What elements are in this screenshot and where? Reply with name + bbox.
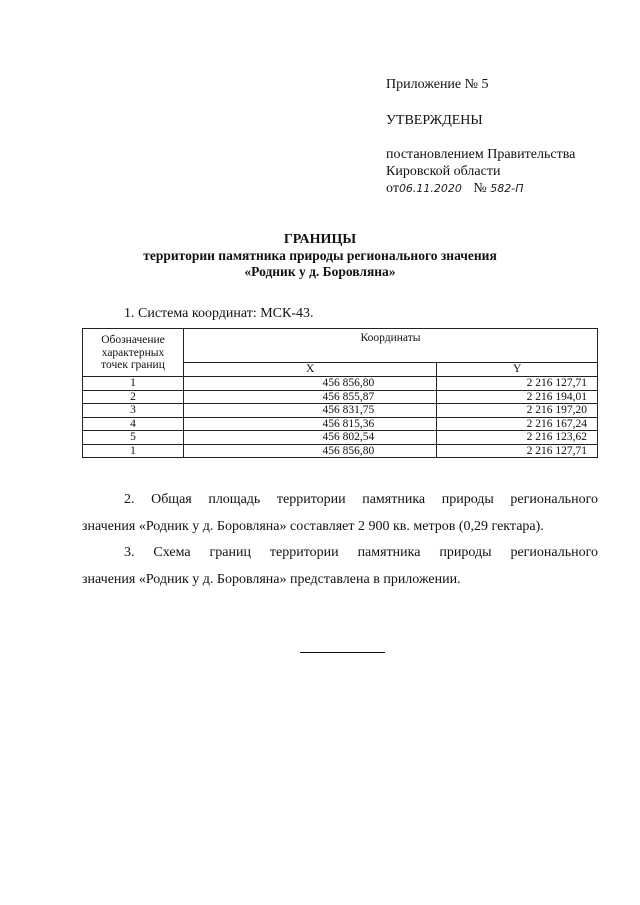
section-2-line-1 [124, 491, 598, 509]
date-prefix: от [386, 181, 399, 196]
decree-date-line [386, 180, 524, 198]
word: памятника [357, 545, 421, 560]
header-x: X [184, 363, 437, 377]
coord-y: 2 216 127,71 [437, 377, 598, 391]
section-3-line-2: значения «Родник у д. Боровляна» представлена в приложении. [82, 572, 461, 587]
word: 2. [124, 492, 135, 507]
coord-x: 456 856,80 [184, 444, 437, 458]
coord-y: 2 216 197,20 [437, 404, 598, 418]
coord-y: 2 216 123,62 [437, 431, 598, 445]
table-row [83, 377, 598, 391]
word: регионального [510, 492, 598, 507]
word: территории [269, 545, 339, 560]
word: Схема [153, 545, 191, 560]
coord-x: 456 856,80 [184, 377, 437, 391]
word: природы [439, 545, 492, 560]
handwritten-date: 06.11.2020 [398, 182, 462, 195]
coord-x: 456 815,36 [184, 417, 437, 431]
number-prefix: № [473, 181, 487, 196]
coord-y: 2 216 127,71 [437, 444, 598, 458]
coord-x: 456 831,75 [184, 404, 437, 418]
decree-line-2: Кировской области [386, 164, 501, 179]
point-id: 1 [83, 377, 184, 391]
coordinates-table [82, 328, 598, 458]
header-designation-line: Обозначение [101, 334, 165, 347]
word: Общая [151, 492, 192, 507]
table-row [83, 444, 598, 458]
document-subtitle-name: «Родник у д. Боровляна» [244, 264, 396, 279]
coord-y: 2 216 194,01 [437, 390, 598, 404]
point-id: 3 [83, 404, 184, 418]
word: 3. [124, 545, 135, 560]
document-subtitle: территории памятника природы регионального значения [143, 248, 497, 263]
section-2-line-2: значения «Родник у д. Боровляна» составляет 2 900 кв. метров (0,29 гектара). [82, 519, 544, 534]
approved-label: УТВЕРЖДЕНЫ [386, 113, 483, 128]
coord-x: 456 855,87 [184, 390, 437, 404]
word: регионального [510, 545, 598, 560]
decree-line-1: постановлением Правительства [386, 147, 576, 162]
handwritten-number: 582-П [490, 182, 524, 195]
header-coordinates: Координаты [184, 329, 598, 363]
table-row [83, 417, 598, 431]
word: памятника [362, 492, 426, 507]
header-y: Y [437, 363, 598, 377]
table-row [83, 390, 598, 404]
header-designation-line: точек границ [101, 359, 165, 372]
header-designation-line: характерных [101, 346, 165, 359]
appendix-label: Приложение № 5 [386, 77, 489, 92]
document-title: ГРАНИЦЫ [283, 232, 357, 247]
section-1-coordinate-system: 1. Система координат: МСК-43. [124, 306, 314, 321]
point-id: 5 [83, 431, 184, 445]
point-id: 4 [83, 417, 184, 431]
word: природы [441, 492, 494, 507]
closing-rule [300, 652, 385, 653]
header-designation [83, 329, 184, 377]
point-id: 2 [83, 390, 184, 404]
word: площадь [208, 492, 261, 507]
table-row [83, 404, 598, 418]
coord-y: 2 216 167,24 [437, 417, 598, 431]
table-header-row [83, 329, 598, 363]
word: границ [209, 545, 251, 560]
point-id: 1 [83, 444, 184, 458]
word: территории [276, 492, 346, 507]
section-3-line-1 [124, 544, 598, 562]
table-row [83, 431, 598, 445]
coord-x: 456 802,54 [184, 431, 437, 445]
